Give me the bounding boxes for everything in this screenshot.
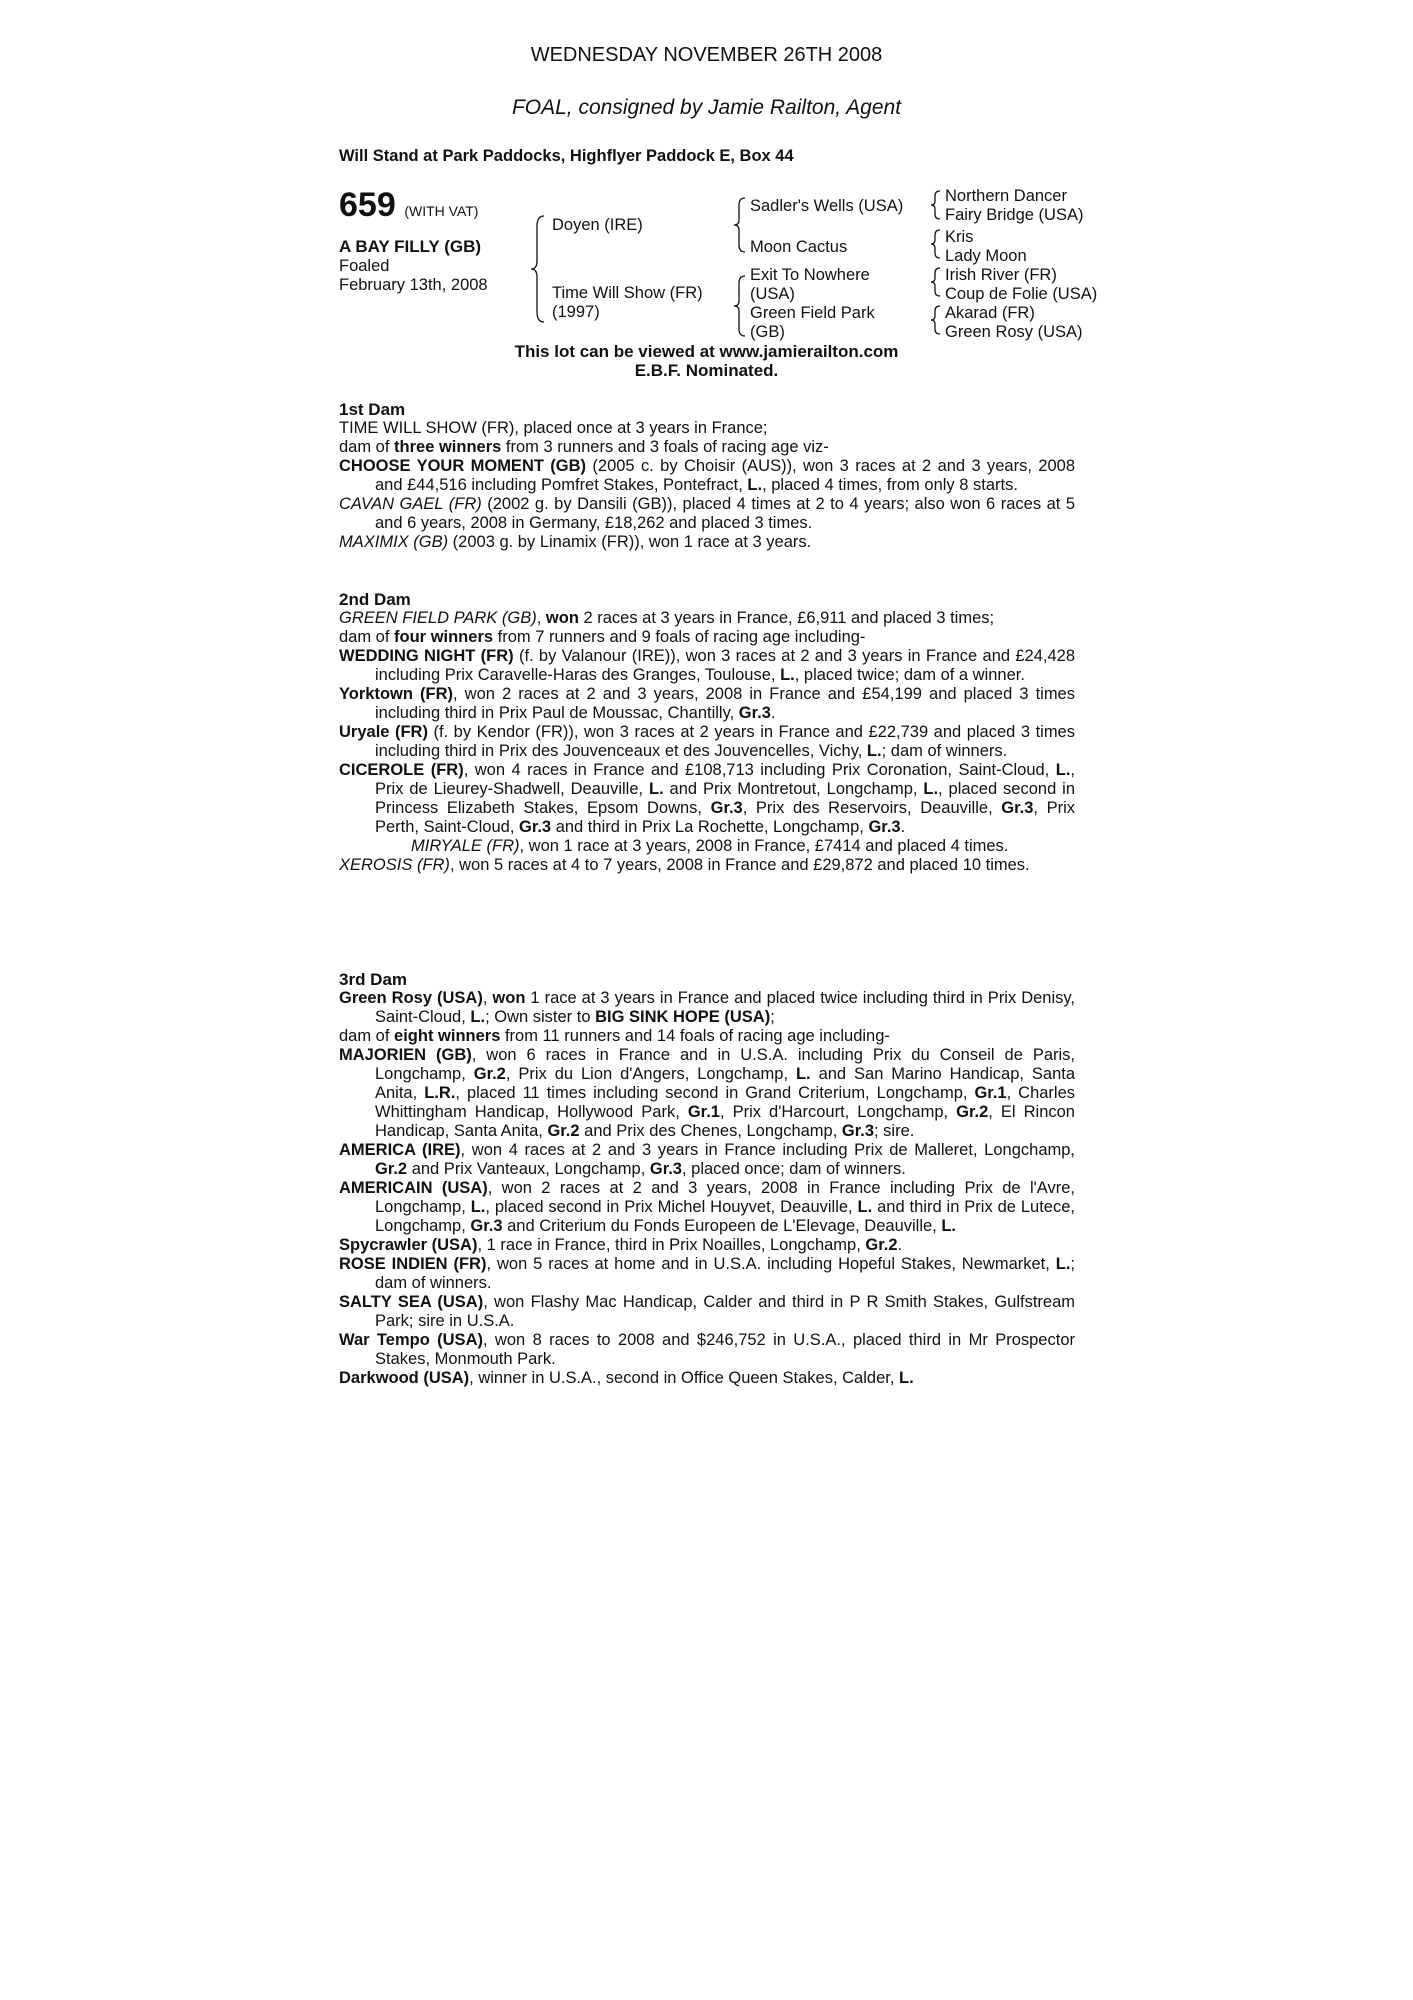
third-dam-produce-3: ROSE INDIEN (FR), won 5 races at home and in U.S.A. including Hopeful Stakes, Newmarket, L.; dam of winners. — [339, 1255, 1075, 1292]
pedigree-ds-line2: (USA) — [750, 285, 795, 303]
horse-name: A BAY FILLY (GB) — [339, 237, 482, 256]
second-dam-produce-3: XEROSIS (FR), won 5 races at 4 to 7 years, 2008 in France and £29,872 and placed 10 times. — [339, 856, 1030, 874]
pedigree-brace-ss — [930, 189, 942, 221]
view-note: This lot can be viewed at www.jamierailton.com — [514, 342, 899, 361]
pedigree-sdd: Lady Moon — [945, 247, 1027, 265]
second-dam-produce-2: Uryale (FR) (f. by Kendor (FR)), won 3 races at 2 years in France and £22,739 and placed 3 times including third in Prix des Jouvenceaux et des Jouvencelles, Vichy, L.; dam of winners. — [339, 723, 1075, 760]
second-dam-produce-1a: Yorktown (FR), won 2 races at 2 and 3 years, 2008 in France and £54,199 and placed 3 times including third in Prix Paul de Moussac, Chantilly, Gr.3. — [339, 685, 1075, 722]
pedigree-dd-line2: (GB) — [750, 323, 785, 341]
third-dam-intro-1: Green Rosy (USA), won 1 race at 3 years in France and placed twice including third in Prix Denisy, Saint-Cloud, L.; Own sister to BIG SINK HOPE (USA); — [339, 989, 1076, 1026]
third-dam-produce-3a: SALTY SEA (USA), won Flashy Mac Handicap, Calder and third in P R Smith Stakes, Gulfstream Park; sire in U.S.A. — [339, 1293, 1076, 1330]
pedigree-dss: Irish River (FR) — [945, 266, 1057, 284]
foaled-info — [339, 257, 488, 295]
second-dam-intro-1: GREEN FIELD PARK (GB), won 2 races at 3 years in France, £6,911 and placed 3 times; — [339, 609, 995, 627]
third-dam-heading: 3rd Dam — [339, 970, 408, 989]
second-dam-produce-2a: CICEROLE (FR), won 4 races in France and £108,713 including Prix Coronation, Saint-Cloud, L., Prix de Lieurey-Shadwell, Deauville, L. and Prix Montretout, Longchamp, L., placed second in Princess Elizabeth Stakes, Epsom Downs, Gr.3, Prix des Reservoirs, Deauville, Gr.3, Prix Perth, Saint-Cloud, Gr.3 and third in Prix La Rochette, Longchamp, Gr.3. — [339, 761, 1076, 836]
third-dam-section — [339, 970, 1075, 1388]
pedigree-dd-line1: Green Field Park — [750, 304, 875, 322]
first-dam-intro-2: dam of three winners from 3 runners and 3 foals of racing age viz- — [339, 438, 829, 456]
pedigree-sss: Northern Dancer — [945, 187, 1067, 205]
pedigree-dam-year: (1997) — [552, 303, 600, 321]
pedigree-brace-ds — [930, 266, 942, 298]
pedigree-ssd: Fairy Bridge (USA) — [945, 206, 1084, 224]
foaled-label: Foaled — [339, 257, 390, 275]
first-dam-produce-2: CAVAN GAEL (FR) (2002 g. by Dansili (GB)), placed 4 times at 2 to 4 years; also won 6 races at 5 and 6 years, 2008 in Germany, £18,262 and placed 3 times. — [339, 495, 1076, 532]
consignment-line: FOAL, consigned by Jamie Railton, Agent — [511, 96, 902, 119]
pedigree-dam-name: Time Will Show (FR) — [552, 284, 703, 302]
pedigree-brace-main — [530, 214, 546, 324]
pedigree-ss: Sadler's Wells (USA) — [750, 197, 904, 215]
first-dam-produce-1: CHOOSE YOUR MOMENT (GB) (2005 c. by Choisir (AUS)), won 3 races at 2 and 3 years, 2008 and £44,516 including Pomfret Stakes, Pontefract, L., placed 4 times, from only 8 starts. — [339, 457, 1076, 494]
third-dam-produce-3c: Darkwood (USA), winner in U.S.A., second in Office Queen Stakes, Calder, L. — [339, 1369, 914, 1387]
second-dam-section — [339, 590, 1075, 875]
vat-note: (WITH VAT) — [404, 203, 479, 219]
pedigree-brace-sd — [930, 228, 942, 260]
pedigree-sire: Doyen (IRE) — [552, 216, 643, 234]
third-dam-produce-2: AMERICA (IRE), won 4 races at 2 and 3 years in France including Prix de Malleret, Longchamp, Gr.2 and Prix Vanteaux, Longchamp, Gr.3, placed once; dam of winners. — [339, 1141, 1075, 1178]
pedigree-ddd: Green Rosy (USA) — [945, 323, 1083, 341]
pedigree-brace-dam — [733, 274, 747, 338]
pedigree-brace-sire — [733, 196, 747, 254]
pedigree-brace-dd — [930, 304, 942, 336]
stand-location: Will Stand at Park Paddocks, Highflyer Paddock E, Box 44 — [339, 147, 794, 165]
pedigree-dam — [552, 284, 703, 322]
pedigree-dd — [750, 304, 875, 342]
first-dam-intro-1: TIME WILL SHOW (FR), placed once at 3 years in France; — [339, 419, 768, 437]
third-dam-intro-2: dam of eight winners from 11 runners and 14 foals of racing age including- — [339, 1027, 890, 1045]
second-dam-produce-1: WEDDING NIGHT (FR) (f. by Valanour (IRE)), won 3 races at 2 and 3 years in France and £24,428 including Prix Caravelle-Haras des Granges, Toulouse, L., placed twice; dam of a winner. — [339, 647, 1075, 684]
first-dam-heading: 1st Dam — [339, 400, 406, 419]
pedigree-sd: Moon Cactus — [750, 238, 848, 256]
pedigree-ds — [750, 266, 870, 304]
first-dam-section — [339, 400, 1075, 552]
foaled-date: February 13th, 2008 — [339, 276, 488, 294]
second-dam-heading: 2nd Dam — [339, 590, 411, 609]
lot-header — [339, 186, 478, 225]
second-dam-intro-2: dam of four winners from 7 runners and 9 foals of racing age including- — [339, 628, 866, 646]
pedigree-ds-line1: Exit To Nowhere — [750, 266, 870, 284]
third-dam-produce-2b: Spycrawler (USA), 1 race in France, third in Prix Noailles, Longchamp, Gr.2. — [339, 1236, 903, 1254]
lot-number: 659 — [339, 186, 396, 224]
first-dam-produce-3: MAXIMIX (GB) (2003 g. by Linamix (FR)), won 1 race at 3 years. — [339, 533, 812, 551]
ebf-note: E.B.F. Nominated. — [634, 361, 779, 380]
third-dam-produce-1: MAJORIEN (GB), won 6 races in France and in U.S.A. including Prix du Conseil de Paris, Longchamp, Gr.2, Prix du Lion d'Angers, Longchamp, L. and San Marino Handicap, Santa Anita, L.R., placed 11 times including second in Grand Criterium, Longchamp, Gr.1, Charles Whittingham Handicap, Hollywood Park, Gr.1, Prix d'Harcourt, Longchamp, Gr.2, El Rincon Handicap, Santa Anita, Gr.2 and Prix des Chenes, Longchamp, Gr.3; sire. — [339, 1046, 1076, 1140]
sale-date: WEDNESDAY NOVEMBER 26TH 2008 — [530, 44, 883, 66]
third-dam-produce-2a: AMERICAIN (USA), won 2 races at 2 and 3 years, 2008 in France including Prix de l'Avre, Longchamp, L., placed second in Prix Michel Houyvet, Deauville, L. and third in Prix de Lutece, Longchamp, Gr.3 and Criterium du Fonds Europeen de L'Elevage, Deauville, L. — [339, 1179, 1075, 1235]
second-dam-produce-2b: MIRYALE (FR), won 1 race at 3 years, 2008 in France, £7414 and placed 4 times. — [411, 837, 1009, 855]
third-dam-produce-3b: War Tempo (USA), won 8 races to 2008 and $246,752 in U.S.A., placed third in Mr Prospector Stakes, Monmouth Park. — [339, 1331, 1075, 1368]
pedigree-dds: Akarad (FR) — [945, 304, 1035, 322]
pedigree-sds: Kris — [945, 228, 974, 246]
pedigree-dsd: Coup de Folie (USA) — [945, 285, 1098, 303]
